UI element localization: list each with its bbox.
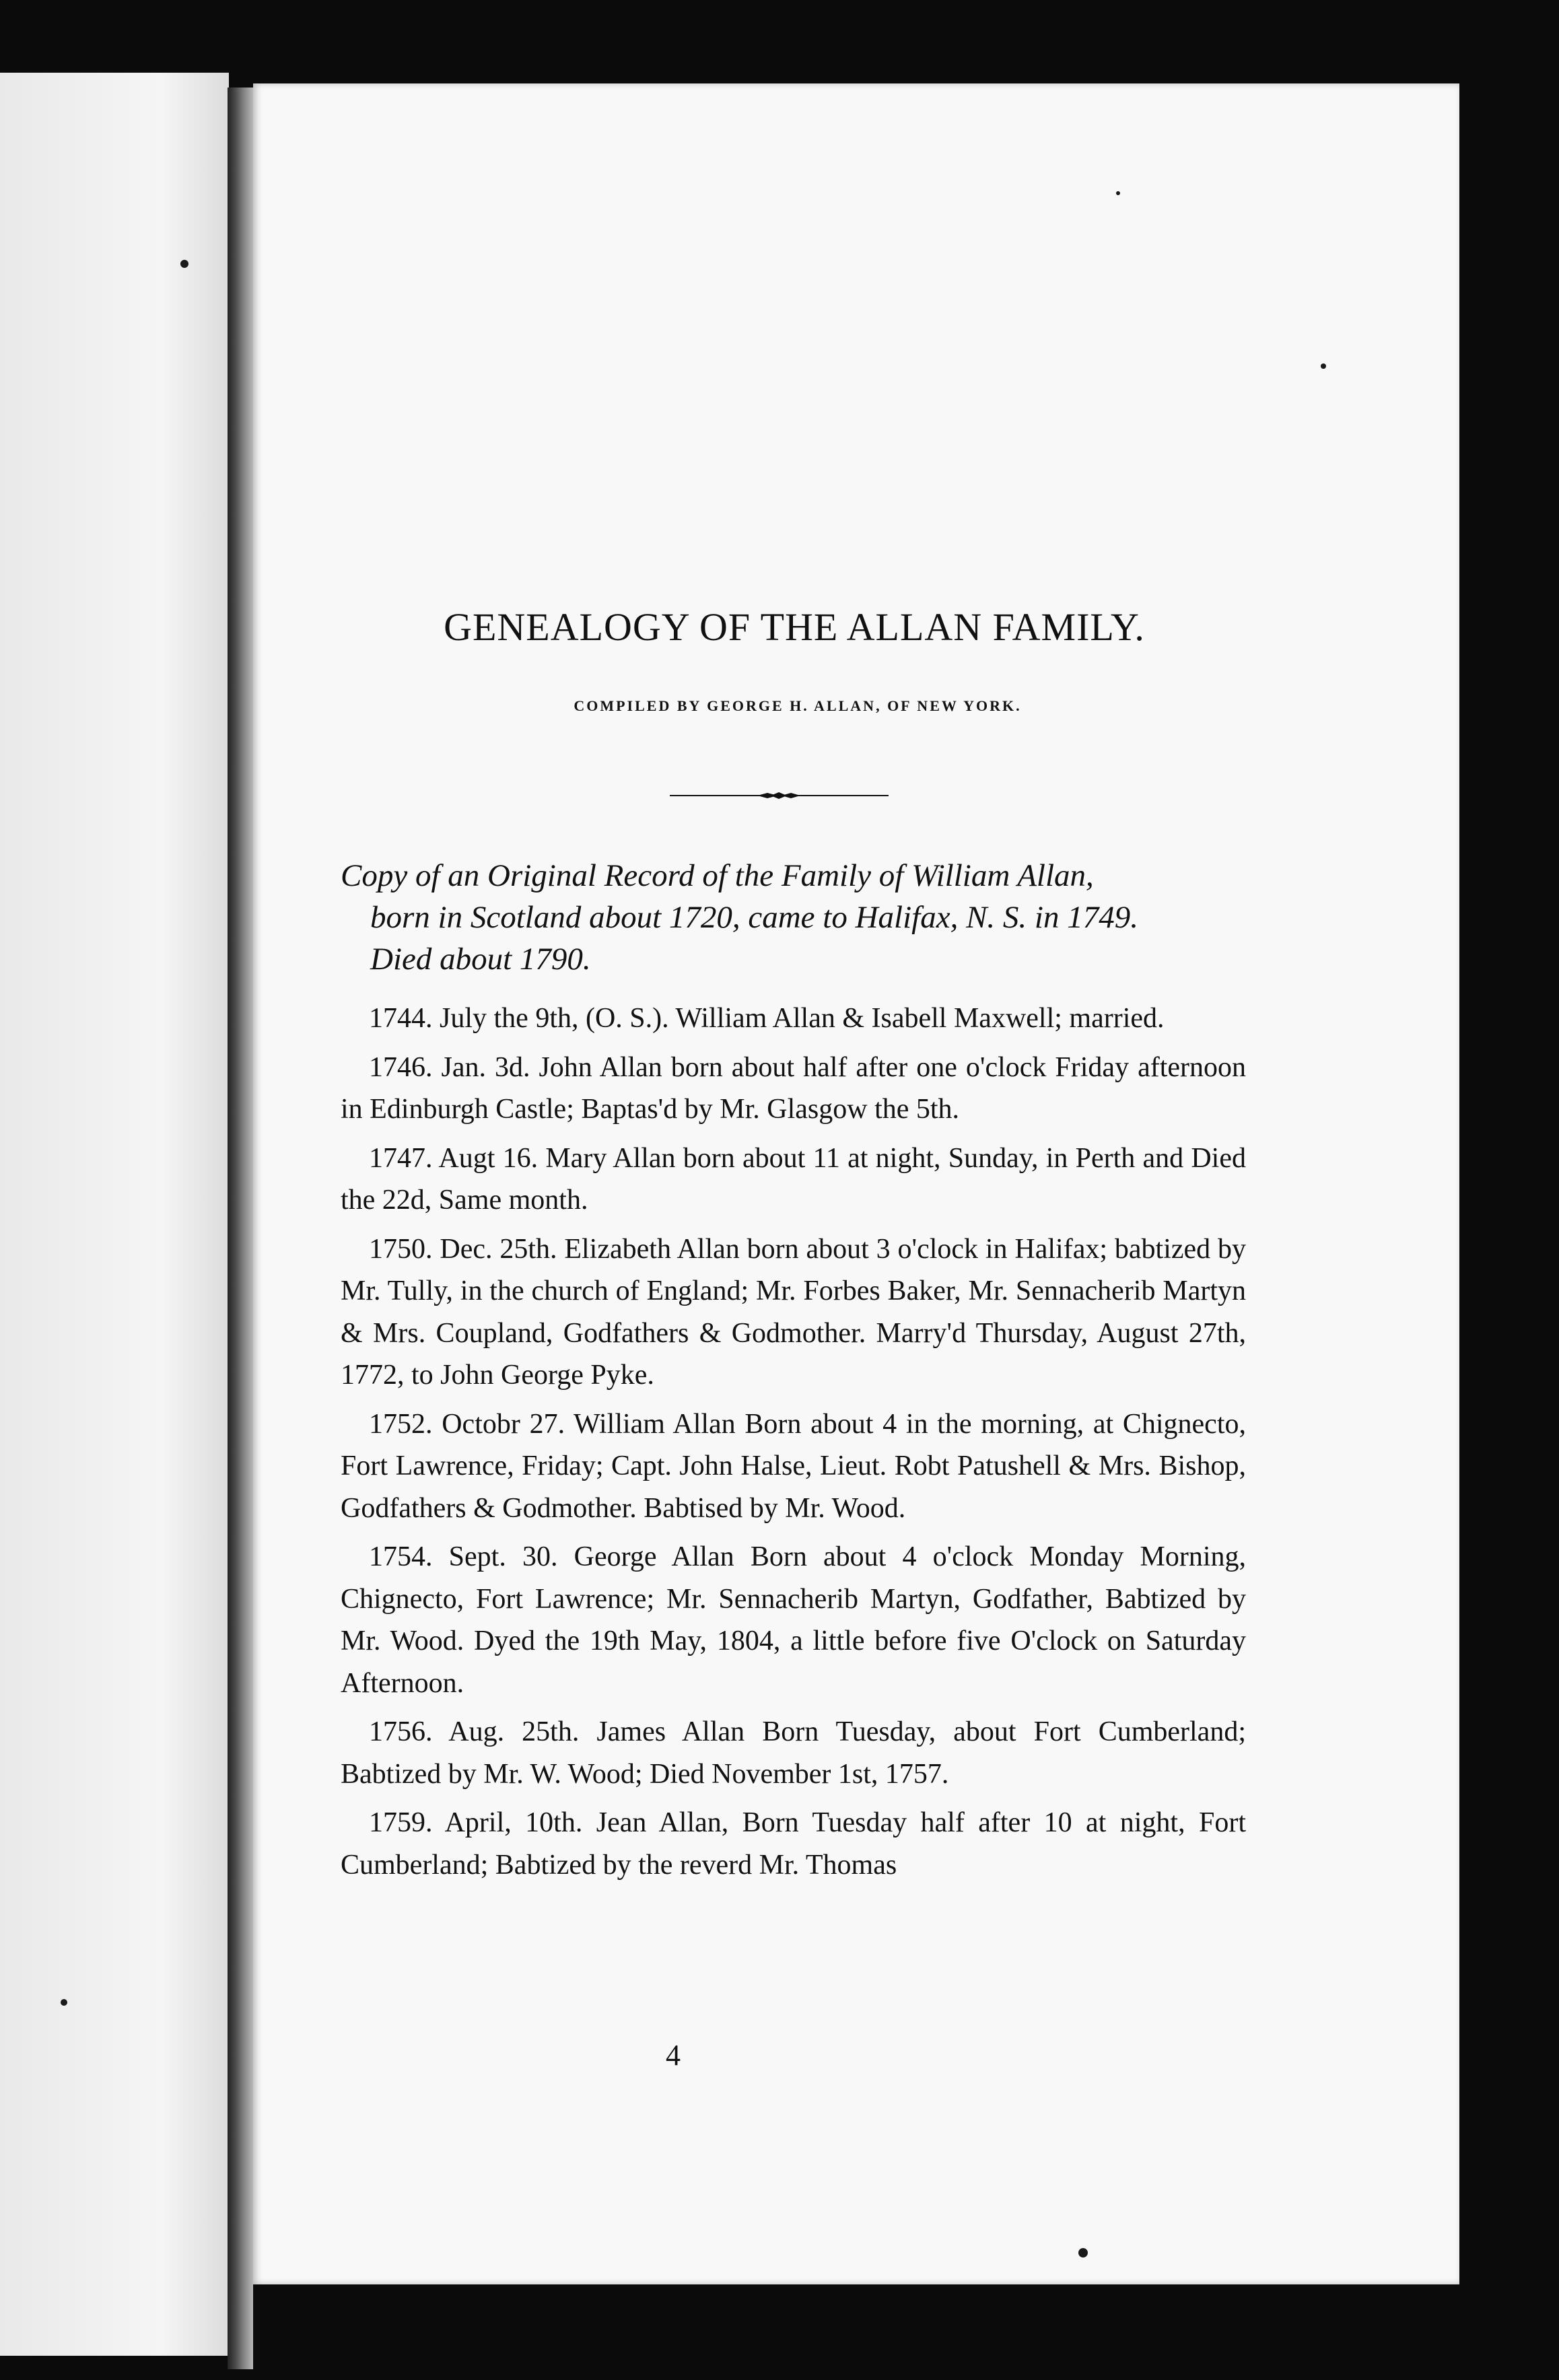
scan-speck	[1116, 191, 1120, 195]
record-entry-1746: 1746. Jan. 3d. John Allan born about half after one o'clock Friday afternoon in Edinburgh Castle; Baptas'd by Mr. Glasgow the 5th.	[341, 1051, 1246, 1125]
scan-speck	[1321, 363, 1326, 369]
left-facing-page	[0, 73, 229, 2356]
scan-speck	[1078, 2248, 1088, 2258]
record-entry-1752: 1752. Octobr 27. William Allan Born about 4 in the morning, at Chignecto, Fort Lawrence, Friday; Capt. John Halse, Lieut. Robt Patushell & Mrs. Bishop, Godfathers & Godmother. Babtised by Mr. Wood.	[341, 1408, 1246, 1524]
scan-speck	[61, 1999, 67, 2006]
intro-paragraph	[341, 855, 1246, 980]
record-entry-1747: 1747. Augt 16. Mary Allan born about 11 at night, Sunday, in Perth and Died the 22d, Same month.	[341, 1142, 1246, 1216]
intro-line: born in Scotland about 1720, came to Halifax, N. S. in 1749.	[370, 900, 1138, 935]
record-entry-1759: 1759. April, 10th. Jean Allan, Born Tuesday half after 10 at night, Fort Cumberland; Babtized by the reverd Mr. Thomas	[341, 1807, 1246, 1881]
record-entry-1754: 1754. Sept. 30. George Allan Born about 4 o'clock Monday Morning, Chignecto, Fort Lawrence; Mr. Sennacherib Martyn, Godfather, Babtized by Mr. Wood. Dyed the 19th May, 1804, a little before five O'clock on Saturday Afternoon.	[341, 1541, 1246, 1699]
record-entry-1744: 1744. July the 9th, (O. S.). William Allan & Isabell Maxwell; married.	[369, 1003, 1165, 1034]
document-subtitle: COMPILED BY GEORGE H. ALLAN, OF NEW YORK.	[574, 697, 1022, 714]
book-gutter	[228, 88, 253, 2369]
document-title: GENEALOGY OF THE ALLAN FAMILY.	[444, 605, 1145, 649]
intro-line: Copy of an Original Record of the Family of William Allan,	[341, 858, 1094, 893]
scan-speck	[180, 260, 188, 268]
page-number: 4	[666, 2039, 681, 2072]
intro-line: Died about 1790.	[370, 942, 591, 977]
record-entry-1756: 1756. Aug. 25th. James Allan Born Tuesday, about Fort Cumberland; Babtized by Mr. W. Wood; Died November 1st, 1757.	[341, 1716, 1246, 1790]
record-entry-1750: 1750. Dec. 25th. Elizabeth Allan born about 3 o'clock in Halifax; babtized by Mr. Tully, in the church of England; Mr. Forbes Baker, Mr. Sennacherib Martyn & Mrs. Coupland, Godfathers & Godmother. Marry'd Thursday, August 27th, 1772, to John George Pyke.	[341, 1233, 1246, 1391]
ornamental-rule	[670, 791, 889, 800]
record-text	[341, 855, 1246, 1893]
